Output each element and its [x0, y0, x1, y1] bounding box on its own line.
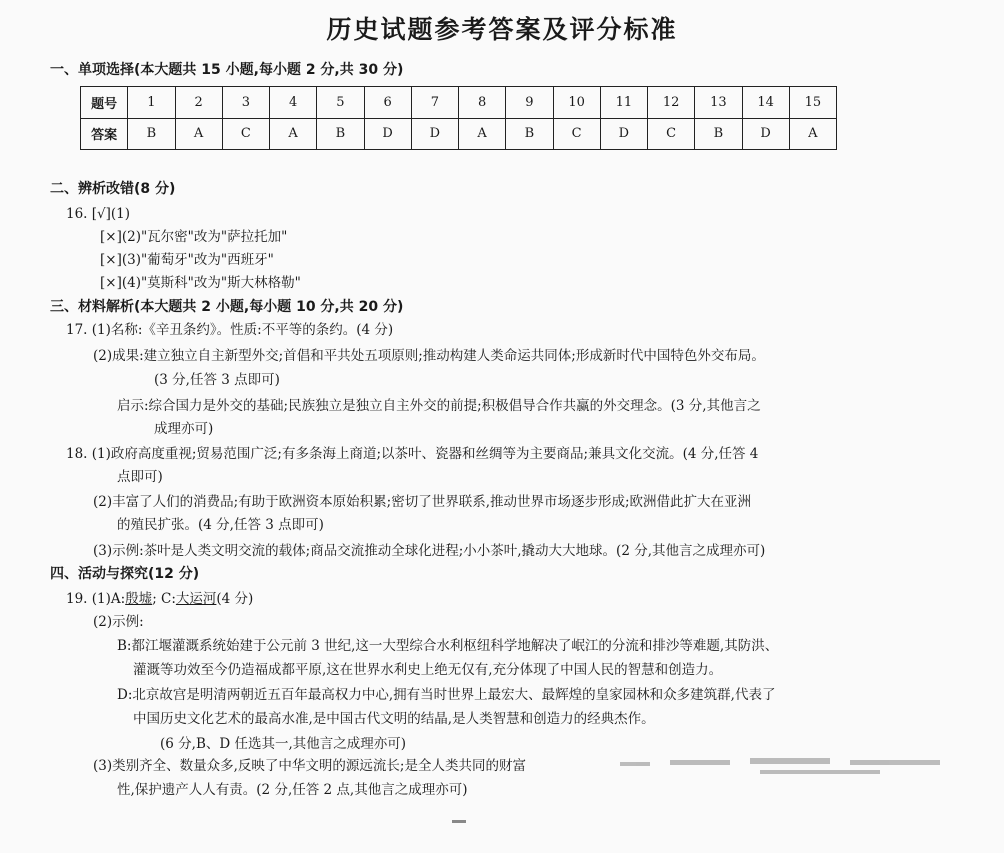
answer-line: 性,保护遗产人人有责。(2 分,任答 2 点,其他言之成理亦可)	[117, 782, 468, 798]
section2-heading: 二、辨析改错(8 分)	[50, 181, 176, 197]
answer-line: [×](2)"瓦尔密"改为"萨拉托加"	[100, 229, 288, 245]
table-cell: 15	[789, 87, 836, 119]
table-cell: 12	[648, 87, 695, 119]
answer-line: [×](4)"莫斯科"改为"斯大林格勒"	[100, 275, 301, 291]
table-cell: 6	[364, 87, 411, 119]
table-cell: D	[411, 118, 458, 150]
answer-c: 大运河	[175, 591, 217, 607]
table-cell: 11	[600, 87, 647, 119]
row-label-answer: 答案	[81, 118, 128, 150]
table-cell: D	[364, 118, 411, 150]
table-cell: A	[459, 118, 506, 150]
table-cell: C	[222, 118, 269, 150]
answer-line: 16. [√](1)	[66, 206, 131, 222]
page-footer-mark	[452, 820, 466, 823]
answer-line: 点即可)	[117, 469, 163, 485]
table-cell: A	[789, 118, 836, 150]
table-cell: 14	[742, 87, 789, 119]
answer-line: 灌溉等功效至今仍造福成都平原,这在世界水利史上绝无仅有,充分体现了中国人民的智慧和创造力。	[133, 662, 723, 678]
answer-line: (2)丰富了人们的消费品;有助于欧洲资本原始积累;密切了世界联系,推动世界市场逐步形成;欧洲借此扩大在亚洲	[93, 494, 752, 510]
table-cell: 7	[411, 87, 458, 119]
answer-line: 的殖民扩张。(4 分,任答 3 点即可)	[117, 517, 324, 533]
answer-line: 启示:综合国力是外交的基础;民族独立是独立自主外交的前提;积极倡导合作共赢的外交理念。(3 分,其他言之	[117, 398, 761, 414]
table-cell: B	[695, 118, 742, 150]
answer-a: 殷墟	[125, 591, 153, 607]
q19-prefix: 19. (1)A:	[66, 591, 126, 607]
table-cell: C	[553, 118, 600, 150]
answer-line: (2)成果:建立独立自主新型外交;首倡和平共处五项原则;推动构建人类命运共同体;形成新时代中国特色外交布局。	[93, 348, 765, 364]
section3-heading: 三、材料解析(本大题共 2 小题,每小题 10 分,共 20 分)	[50, 299, 404, 315]
row-label-number: 题号	[81, 87, 128, 119]
table-cell: B	[128, 118, 175, 150]
answer-line: D:北京故宫是明清两朝近五百年最高权力中心,拥有当时世界上最宏大、最辉煌的皇家园林和众多建筑群,代表了	[117, 687, 776, 703]
table-cell: 2	[175, 87, 222, 119]
table-cell: A	[270, 118, 317, 150]
answer-line: [×](3)"葡萄牙"改为"西班牙"	[100, 252, 274, 268]
table-cell: D	[742, 118, 789, 150]
q19-sep: ; C:	[152, 591, 176, 607]
section1-heading: 一、单项选择(本大题共 15 小题,每小题 2 分,共 30 分)	[50, 62, 404, 78]
answer-table	[80, 86, 837, 150]
table-cell: 9	[506, 87, 553, 119]
answer-line: (6 分,B、D 任选其一,其他言之成理亦可)	[160, 736, 407, 752]
watermark-smudge	[600, 752, 960, 792]
table-cell: B	[506, 118, 553, 150]
table-cell: 10	[553, 87, 600, 119]
table-cell: 3	[222, 87, 269, 119]
table-cell: 4	[270, 87, 317, 119]
answer-line: 成理亦可)	[154, 421, 214, 437]
answer-line-19-1	[66, 590, 253, 608]
table-cell: 13	[695, 87, 742, 119]
table-cell: B	[317, 118, 364, 150]
answer-line: (3)类别齐全、数量众多,反映了中华文明的源远流长;是全人类共同的财富	[93, 758, 526, 774]
q19-score: (4 分)	[216, 591, 254, 607]
table-cell: D	[600, 118, 647, 150]
answer-line: B:都江堰灌溉系统始建于公元前 3 世纪,这一大型综合水利枢纽科学地解决了岷江的分流和排沙等难题,其防洪、	[117, 638, 779, 654]
answer-line: (2)示例:	[93, 614, 144, 630]
table-row-numbers	[81, 87, 837, 119]
answer-line: (3)示例:茶叶是人类文明交流的载体;商品交流推动全球化进程;小小茶叶,撬动大大地球。(2 分,其他言之成理亦可)	[93, 543, 766, 559]
section4-heading: 四、活动与探究(12 分)	[50, 566, 200, 582]
answer-line: (3 分,任答 3 点即可)	[154, 372, 280, 388]
answer-line: 17. (1)名称:《辛丑条约》。性质:不平等的条约。(4 分)	[66, 322, 394, 338]
page-title: 历史试题参考答案及评分标准	[326, 15, 678, 44]
table-cell: C	[648, 118, 695, 150]
table-cell: A	[175, 118, 222, 150]
table-cell: 8	[459, 87, 506, 119]
answer-line: 18. (1)政府高度重视;贸易范围广泛;有多条海上商道;以茶叶、瓷器和丝绸等为主要商品;兼具文化交流。(4 分,任答 4	[66, 446, 759, 462]
answer-line: 中国历史文化艺术的最高水准,是中国古代文明的结晶,是人类智慧和创造力的经典杰作。	[133, 711, 655, 727]
table-row-answers	[81, 118, 837, 150]
table-cell: 5	[317, 87, 364, 119]
table-cell: 1	[128, 87, 175, 119]
